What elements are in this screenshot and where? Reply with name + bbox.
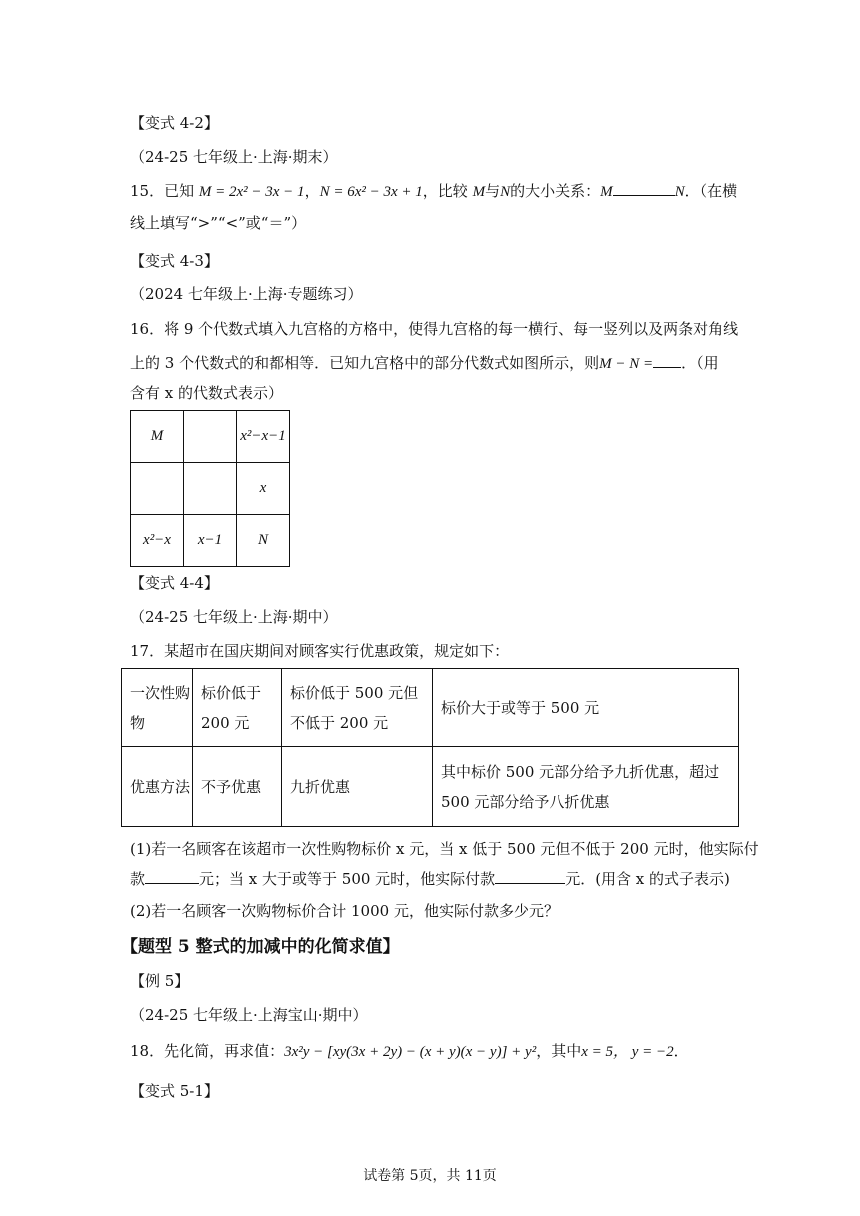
grid-cell: x²−x — [131, 515, 184, 567]
q18-end: ． — [673, 1042, 689, 1060]
table-cell: 一次性购物 — [122, 669, 193, 747]
table-cell: 标价低于 200 元 — [193, 669, 282, 747]
question-16-line-1: 16．将 9 个代数式填入九宫格的方格中，使得九宫格的每一横行、每一竖列以及两条对角线 — [130, 320, 739, 338]
q15-m-expression: M = 2x² − 3x − 1 — [198, 184, 305, 200]
question-15-line-1: 15．已知 M = 2x² − 3x − 1，N = 6x² − 3x + 1，比较 M与N的大小关系：M N．（在横 — [130, 182, 738, 200]
page-footer: 试卷第 5页，共 11页 — [363, 1168, 497, 1184]
example-5-tag: 【例 5】 — [130, 972, 190, 990]
grid-cell: N — [237, 515, 290, 567]
grid-cell: x²−x−1 — [237, 411, 290, 463]
discount-table — [121, 668, 739, 827]
grid-cell: M — [131, 411, 184, 463]
table-row — [122, 669, 739, 747]
table-cell: 九折优惠 — [282, 747, 433, 827]
q15-n: N — [500, 184, 511, 200]
grid-cell — [184, 411, 237, 463]
q18-condition: x = 5， y = −2 — [581, 1044, 674, 1060]
q15-n-answer: N — [674, 184, 685, 200]
table-cell: 优惠方法 — [122, 747, 193, 827]
q18-expression: 3x²y − [xy(3x + 2y) − (x + y)(x − y)] + y² — [284, 1044, 537, 1060]
q15-text-a: 15．已知 — [130, 182, 195, 200]
q15-n-expression: N = 6x² − 3x + 1 — [319, 184, 423, 200]
question-15-line-2: 线上填写“>”“<”或“＝”） — [130, 214, 307, 232]
grid-cell — [131, 463, 184, 515]
variant-4-3-source: （2024 七年级上·上海·专题练习） — [130, 285, 363, 303]
nine-grid — [130, 410, 290, 567]
question-17-part-2: (2)若一名顾客一次购物标价合计 1000 元，他实际付款多少元？ — [130, 902, 559, 920]
grid-row — [131, 515, 290, 567]
question-17-intro: 17．某超市在国庆期间对顾客实行优惠政策，规定如下： — [130, 642, 510, 660]
q16-text-a: 上的 3 个代数式的和都相等．已知九宫格中的部分代数式如图所示，则 — [130, 354, 600, 372]
grid-cell: x — [237, 463, 290, 515]
q15-m-answer: M — [600, 184, 613, 200]
q16-answer-blank[interactable] — [653, 352, 681, 368]
q15-m: M — [472, 184, 486, 200]
q16-text-b: ．（用 — [681, 354, 719, 372]
table-cell: 其中标价 500 元部分给予九折优惠，超过 500 元部分给予八折优惠 — [433, 747, 739, 827]
q15-and: 与 — [485, 182, 501, 200]
q17-blank-1[interactable] — [145, 868, 199, 884]
grid-row — [131, 463, 290, 515]
question-16-line-3: 含有 x 的代数式表示） — [130, 384, 283, 402]
table-cell: 标价大于或等于 500 元 — [433, 669, 739, 747]
example-5-source: （24-25 七年级上·上海宝山·期中） — [130, 1006, 368, 1024]
variant-4-3-tag: 【变式 4-3】 — [130, 252, 219, 270]
question-17-part-1-line-1: (1)若一名顾客在该超市一次性购物标价 x 元，当 x 低于 500 元但不低于 200 元时，他实际付 — [130, 840, 759, 858]
q18-mid: ，其中 — [536, 1042, 582, 1060]
question-16-line-2 — [130, 352, 719, 375]
grid-cell — [184, 463, 237, 515]
question-17-part-1-line-2 — [130, 868, 730, 890]
q17-text-c: 元．(用含 x 的式子表示) — [565, 870, 730, 888]
q16-expression: M − N = — [599, 356, 654, 372]
question-18 — [130, 1040, 689, 1063]
q15-text-c: 的大小关系： — [510, 182, 601, 200]
grid-cell: x−1 — [184, 515, 237, 567]
type-5-heading: 【题型 5 整式的加减中的化简求值】 — [121, 937, 400, 957]
q15-answer-blank[interactable] — [613, 180, 675, 196]
q17-text-a: 款 — [130, 870, 146, 888]
table-cell: 标价低于 500 元但不低于 200 元 — [282, 669, 433, 747]
q18-prefix: 18．先化简，再求值： — [130, 1042, 285, 1060]
variant-4-2-source: （24-25 七年级上·上海·期末） — [130, 148, 338, 166]
grid-row — [131, 411, 290, 463]
variant-4-4-source: （24-25 七年级上·上海·期中） — [130, 608, 338, 626]
table-cell: 不予优惠 — [193, 747, 282, 827]
q15-text-b: ，比较 — [422, 182, 468, 200]
variant-5-1-tag: 【变式 5-1】 — [130, 1082, 219, 1100]
q17-text-b: 元；当 x 大于或等于 500 元时，他实际付款 — [199, 870, 496, 888]
table-row — [122, 747, 739, 827]
q15-text-d: ．（在横 — [684, 182, 738, 200]
variant-4-2-tag: 【变式 4-2】 — [130, 114, 219, 132]
variant-4-4-tag: 【变式 4-4】 — [130, 574, 219, 592]
q17-blank-2[interactable] — [495, 868, 565, 884]
